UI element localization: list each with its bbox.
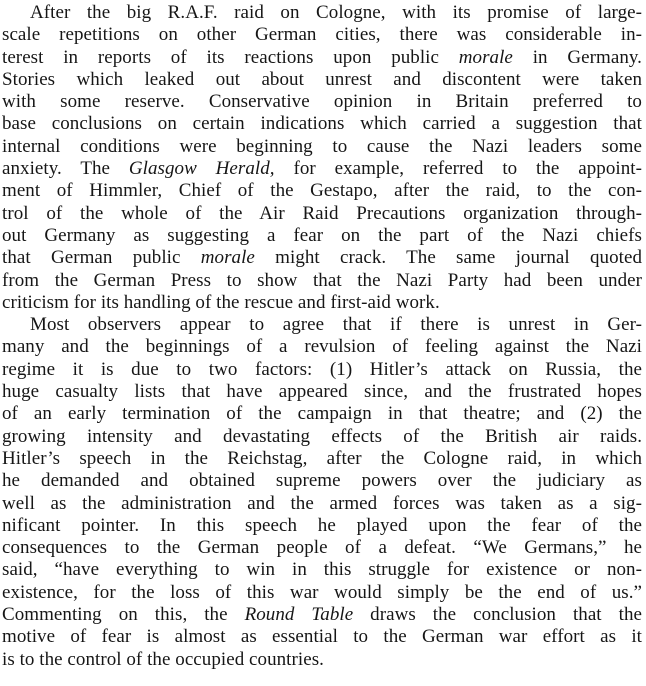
text-segment: draws the conclusion that the [353,604,642,626]
italic-text-segment: morale [200,247,255,269]
italic-text-segment: Round Table [244,604,354,626]
text-line [2,314,642,336]
italic-text-segment: Glasgow Herald, [128,158,275,180]
text-segment: for example, referred to the appoint- [274,158,642,180]
text-segment: in Germany. [512,46,642,68]
text-line [2,270,642,292]
text-line [2,626,642,648]
text-line [2,649,642,671]
text-segment: said, “have everything to win in this struggle for existence or non- [2,559,642,581]
text-segment: growing intensity and devastating effects of the British air raids. [2,425,642,447]
text-line [2,359,642,381]
text-segment: Most observers appear to agree that if there is unrest in Ger- [30,314,642,336]
text-line [2,24,642,46]
text-segment: he demanded and obtained supreme powers over the judiciary as [2,470,642,492]
text-line [2,203,642,225]
text-segment: might crack. The same journal quoted [254,247,643,269]
text-segment: existence, for the loss of this war would simply be the end of us.” [2,581,642,603]
text-line [2,113,642,135]
paragraph-raf-raid-morale [2,2,642,314]
document-page [2,2,642,671]
text-line [2,247,642,269]
text-segment: base conclusions on certain indications which carried a suggestion that [2,113,642,135]
text-segment: terest in reports of its reactions upon public [2,46,459,68]
text-line [2,426,642,448]
text-line [2,2,642,24]
text-line [2,381,642,403]
text-segment: criticism for its handling of the rescue and first-aid work. [2,291,440,313]
text-line [2,225,642,247]
text-line [2,336,642,358]
paragraph-unrest-factors [2,314,642,671]
text-segment: regime it is due to two factors: (1) Hitler’s attack on Russia, the [2,358,642,380]
text-line [2,47,642,69]
text-line [2,582,642,604]
text-line [2,604,642,626]
text-segment: out Germany as suggesting a fear on the part of the Nazi chiefs [2,224,642,246]
text-segment: scale repetitions on other German cities, there was considerable in- [2,24,642,46]
text-line [2,515,642,537]
text-segment: anxiety. The [2,158,129,180]
text-line [2,493,642,515]
text-segment: Commenting on this, the [2,604,245,626]
text-segment: many and the beginnings of a revulsion of feeling against the Nazi [2,336,642,358]
text-segment: motive of fear is almost as essential to the German war effort as it [2,626,642,648]
text-line [2,537,642,559]
text-line [2,559,642,581]
text-segment: from the German Press to show that the Nazi Party had been under [2,269,642,291]
text-segment: consequences to the German people of a defeat. “We Germans,” he [2,537,642,559]
text-segment: is to the control of the occupied countries. [2,648,324,670]
text-segment: Stories which leaked out about unrest and discontent were taken [2,68,642,90]
text-segment: After the big R.A.F. raid on Cologne, with its promise of large- [30,2,642,23]
text-line [2,91,642,113]
text-line [2,180,642,202]
text-segment: of an early termination of the campaign in that theatre; and (2) the [2,403,642,425]
text-line [2,403,642,425]
italic-text-segment: morale [458,46,513,68]
text-segment: ment of Himmler, Chief of the Gestapo, after the raid, to the con- [2,180,642,202]
text-segment: with some reserve. Conservative opinion in Britain preferred to [2,91,642,113]
text-segment: Hitler’s speech in the Reichstag, after the Cologne raid, in which [2,447,642,469]
text-segment: trol of the whole of the Air Raid Precautions organization through- [2,202,642,224]
text-line [2,136,642,158]
text-segment: nificant pointer. In this speech he played upon the fear of the [2,514,642,536]
text-line [2,448,642,470]
text-segment: well as the administration and the armed forces was taken as a sig- [2,492,642,514]
text-line [2,470,642,492]
text-segment: huge casualty lists that have appeared since, and the frustrated hopes [2,381,642,403]
text-line [2,292,642,314]
text-line [2,69,642,91]
text-segment: that German public [2,247,201,269]
text-segment: internal conditions were beginning to cause the Nazi leaders some [2,135,642,157]
text-line [2,158,642,180]
